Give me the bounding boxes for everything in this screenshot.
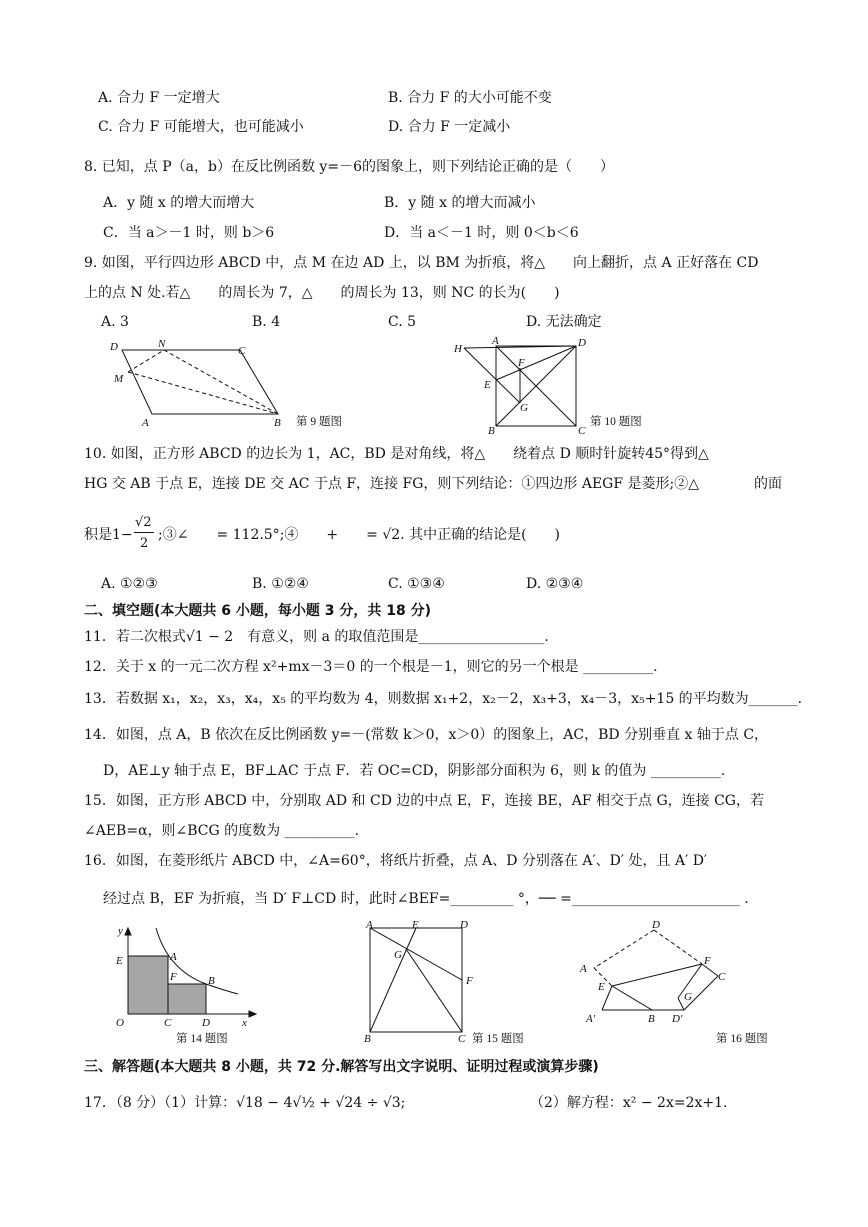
fig16-label-d: D — [652, 919, 660, 931]
fig10-label-b: B — [488, 425, 495, 437]
q8-option-b: B．y 随 x 的增大而减小 — [384, 195, 536, 211]
figure-9 — [100, 336, 370, 436]
fig14-label-d: D — [202, 1017, 210, 1029]
fig14-label-o: O — [116, 1017, 124, 1029]
fig15-label-b: B — [364, 1033, 371, 1045]
q7-option-b: B. 合力 F 的大小可能不变 — [388, 90, 552, 106]
fig14-label-b: B — [208, 975, 215, 987]
q10-line3-b: ;③∠ = 112.5°;④ + = √2. 其中正确的结论是( ) — [158, 527, 560, 543]
q10-line2-end: 的面 — [754, 476, 782, 492]
fig10-label-g: G — [520, 402, 528, 414]
q13: 13．若数据 x₁，x₂，x₃，x₄，x₅ 的平均数为 4，则数据 x₁+2，x₂－2，x₃+3，x₄－3，x₅+15 的平均数为_______. — [84, 691, 803, 707]
fig10-label-a: A — [492, 335, 499, 347]
fig16-caption: 第 16 题图 — [716, 1033, 768, 1045]
fig15-label-a: A — [366, 919, 373, 931]
fig14-caption: 第 14 题图 — [176, 1033, 228, 1045]
q16-line2: 经过点 B，EF 为折痕，当 D′ F⊥CD 时，此时∠BEF=_________ °，── =________________________ . — [103, 891, 749, 907]
fig16-label-d-prime: D′ — [672, 1013, 683, 1025]
fig9-label-n: N — [158, 338, 166, 350]
figure-15 — [360, 918, 560, 1048]
fig10-label-h2: H — [454, 343, 462, 355]
fig10-label-e: E — [484, 379, 491, 391]
fig16-label-a-prime: A′ — [586, 1013, 596, 1025]
q10-line2: HG 交 AB 于点 E，连接 DE 交 AC 于点 F，连接 FG，则下列结论：①四边形 AEGF 是菱形;②△ — [84, 476, 700, 492]
q10-line3-a: 积是1− — [84, 527, 133, 543]
fig14-label-y: y — [118, 925, 123, 937]
q9-option-c: C. 5 — [388, 314, 417, 330]
section-3-heading: 三、解答题(本大题共 8 小题，共 72 分.解答写出文字说明、证明过程或演算步骤) — [84, 1059, 599, 1075]
fig14-label-a: A — [170, 951, 177, 963]
fig15-label-f: F — [466, 975, 473, 987]
fig14-label-f: F — [170, 971, 177, 983]
fig15-label-g: G — [394, 949, 402, 961]
fig9-caption: 第 9 题图 — [296, 416, 342, 428]
fig9-label-a: A — [142, 417, 149, 429]
fig14-label-x: x — [242, 1017, 247, 1029]
q8-option-c: C．当 a＞－1 时，则 b＞6 — [103, 225, 275, 241]
q7-option-a: A. 合力 F 一定增大 — [98, 90, 220, 106]
fig9-label-c: C — [238, 345, 246, 357]
fig10-label-f: F — [518, 357, 525, 369]
figure-14 — [108, 920, 268, 1050]
q12: 12．关于 x 的一元二次方程 x²+mx－3＝0 的一个根是－1，则它的另一个根是 __________. — [84, 659, 658, 675]
q10-fraction-den: 2 — [140, 536, 149, 551]
q11: 11．若二次根式√1 − 2 有意义，则 a 的取值范围是__________________. — [84, 629, 549, 645]
fig15-caption: 第 15 题图 — [472, 1033, 524, 1045]
q9-line2: 上的点 N 处.若△ 的周长为 7，△ 的周长为 13，则 NC 的长为( ) — [84, 285, 560, 301]
q9-line1: 9. 如图，平行四边形 ABCD 中，点 M 在边 AD 上，以 BM 为折痕，将△ 向上翻折，点 A 正好落在 CD — [84, 255, 759, 271]
q10-option-b: B. ①②④ — [252, 576, 309, 592]
figure-10 — [450, 336, 670, 436]
q9-option-b: B. 4 — [252, 314, 281, 330]
fig15-label-c: C — [458, 1033, 466, 1045]
fig10-caption: 第 10 题图 — [590, 416, 642, 428]
q15-line1: 15．如图，正方形 ABCD 中，分别取 AD 和 CD 边的中点 E，F，连接 BE，AF 相交于点 G，连接 CG，若 — [84, 793, 764, 809]
q17-part2: （2）解方程：x² − 2x=2x+1. — [530, 1095, 728, 1111]
fig9-label-b: B — [274, 417, 281, 429]
q8-option-a: A．y 随 x 的增大而增大 — [103, 195, 255, 211]
fig16-label-c: C — [718, 971, 726, 983]
fig9-label-d: D — [110, 341, 118, 353]
q9-option-d: D. 无法确定 — [526, 314, 602, 330]
fig16-label-g: G — [684, 991, 692, 1003]
fig15-label-e: E — [412, 919, 419, 931]
q7-option-c: C. 合力 F 可能增大，也可能减小 — [98, 119, 304, 135]
fig14-label-e: E — [116, 955, 123, 967]
q15-line2: ∠AEB=α，则∠BCG 的度数为 __________. — [84, 823, 360, 839]
fig16-label-e: E — [598, 981, 605, 993]
q17-part1: 17．（8 分）（1）计算：√18 − 4√½ + √24 ÷ √3; — [84, 1095, 406, 1111]
q14-line1: 14．如图，点 A，B 依次在反比例函数 y=－(常数 k＞0，x＞0）的图象上，AC，BD 分别垂直 x 轴于点 C， — [84, 727, 769, 743]
figure-16 — [572, 918, 792, 1048]
q10-line1: 10. 如图，正方形 ABCD 的边长为 1，AC，BD 是对角线，将△ 绕着点 D 顺时针旋转45°得到△ — [84, 446, 709, 462]
fig15-label-d: D — [460, 919, 468, 931]
fig16-label-b: B — [648, 1013, 655, 1025]
q14-line2: D，AE⊥y 轴于点 E，BF⊥AC 于点 F．若 OC=CD，阴影部分面积为 6，则 k 的值为 __________. — [103, 763, 726, 779]
q10-option-d: D. ②③④ — [526, 576, 584, 592]
q10-option-a: A. ①②③ — [101, 576, 158, 592]
q10-option-c: C. ①③④ — [388, 576, 445, 592]
fig16-label-f: F — [704, 955, 711, 967]
q8-stem: 8. 已知，点 P（a，b）在反比例函数 y=－6的图象上，则下列结论正确的是（ ） — [84, 159, 614, 175]
fig16-label-a: A — [580, 963, 587, 975]
fig10-label-d: D — [578, 337, 586, 349]
q9-option-a: A. 3 — [101, 314, 129, 330]
q8-option-d: D．当 a＜－1 时，则 0＜b＜6 — [384, 225, 579, 241]
q10-fraction-num: √2 — [135, 515, 152, 530]
section-2-heading: 二、填空题(本大题共 6 小题，每小题 3 分，共 18 分) — [84, 603, 432, 619]
fig14-label-c: C — [164, 1017, 172, 1029]
q7-option-d: D. 合力 F 一定减小 — [388, 119, 511, 135]
q16-line1: 16．如图，在菱形纸片 ABCD 中，∠A=60°，将纸片折叠，点 A、D 分别落在 A′、D′ 处，且 A′ D′ — [84, 853, 708, 869]
fig10-label-c: C — [578, 425, 586, 437]
fig9-label-m: M — [114, 373, 124, 385]
q10-fraction-bar — [134, 532, 154, 533]
